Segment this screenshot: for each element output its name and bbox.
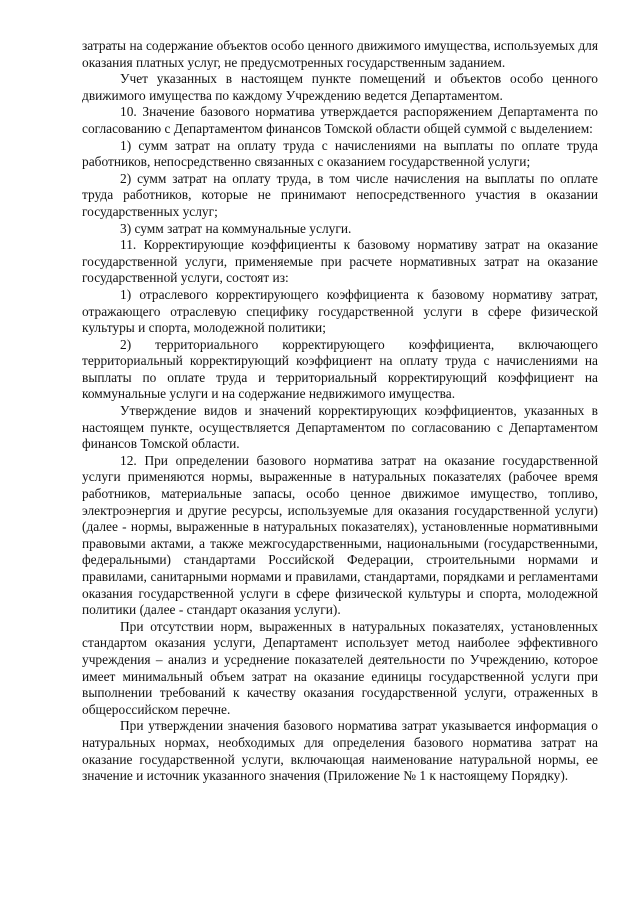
paragraph-item-11-1: 1) отраслевого корректирующего коэффициента к базовому нормативу затрат, отражающего отраслевую специфику государственной услуги в сфере физической культуры и спорта, молодежной политики; bbox=[82, 286, 598, 336]
paragraph-natural-norms-info: При утверждении значения базового норматива затрат указывается информация о натуральных нормах, необходимых для определения базового норматива затрат на оказание государственной услуги, включающая наименование натуральной нормы, ее значение и источник указанного значения (Приложение № 1 к настоящему Порядку). bbox=[82, 718, 598, 784]
paragraph-item-12: 12. При определении базового норматива затрат на оказание государственной услуги применяются нормы, выраженные в натуральных показателях (рабочее время работников, материальные запасы, особо ценное движимое имущество, топливо, электроэнергия и другие ресурсы, используемые для оказания государственной услуги) (далее - нормы, выраженные в натуральных показателях), установленные нормативными правовыми актами, а также межгосударственными, национальными (государственными, федеральными) стандартами Российской Федерации, строительными нормами и правилами, санитарными нормами и правилами, стандартами, порядками и регламентами оказания государственной услуги в сфере физической культуры и спорта, молодежной политики (далее - стандарт оказания услуги). bbox=[82, 452, 598, 618]
paragraph-accounting: Учет указанных в настоящем пункте помещений и объектов особо ценного движимого имущества по каждому Учреждению ведется Департаментом. bbox=[82, 71, 598, 103]
paragraph-item-10-2: 2) сумм затрат на оплату труда, в том числе начисления на выплаты по оплате труда работников, которые не принимают непосредственного участия в оказании государственных услуг; bbox=[82, 170, 598, 219]
paragraph-item-10: 10. Значение базового норматива утверждается распоряжением Департамента по согласованию с Департаментом финансов Томской области общей суммой с выделением: bbox=[82, 104, 598, 136]
document-page bbox=[82, 38, 598, 785]
paragraph-item-11: 11. Корректирующие коэффициенты к базовому нормативу затрат на оказание государственной услуги, применяемые при расчете нормативных затрат на оказание государственной услуги, состоят из: bbox=[82, 237, 598, 286]
paragraph-continuation: затраты на содержание объектов особо ценного движимого имущества, используемых для оказания платных услуг, не предусмотренных государственным заданием. bbox=[82, 38, 598, 70]
paragraph-item-10-3: 3) сумм затрат на коммунальные услуги. bbox=[120, 220, 352, 236]
paragraph-item-10-1: 1) сумм затрат на оплату труда с начислениями на выплаты по оплате труда работников, непосредственно связанных с оказанием государственной услуги; bbox=[82, 137, 598, 170]
paragraph-coefficients-approval: Утверждение видов и значений корректирующих коэффициентов, указанных в настоящем пункте, осуществляется Департаментом по согласованию с Департаментом финансов Томской области. bbox=[82, 403, 598, 452]
paragraph-no-norms: При отсутствии норм, выраженных в натуральных показателях, установленных стандартом оказания услуги, Департамент использует метод наиболее эффективного учреждения – анализ и усреднение показателей деятельности по Учреждению, которое имеет минимальный объем затрат на оказание единицы государственной услуги при выполнении требований к качеству оказания государственной услуги, отраженных в общероссийском перечне. bbox=[82, 618, 598, 717]
paragraph-item-11-2: 2) территориального корректирующего коэффициента, включающего территориальный корректирующий коэффициент на оплату труда с начислениями на выплаты по оплате труда и территориальный корректирующий коэффициент на коммунальные услуги и на содержание недвижимого имущества. bbox=[82, 336, 598, 402]
